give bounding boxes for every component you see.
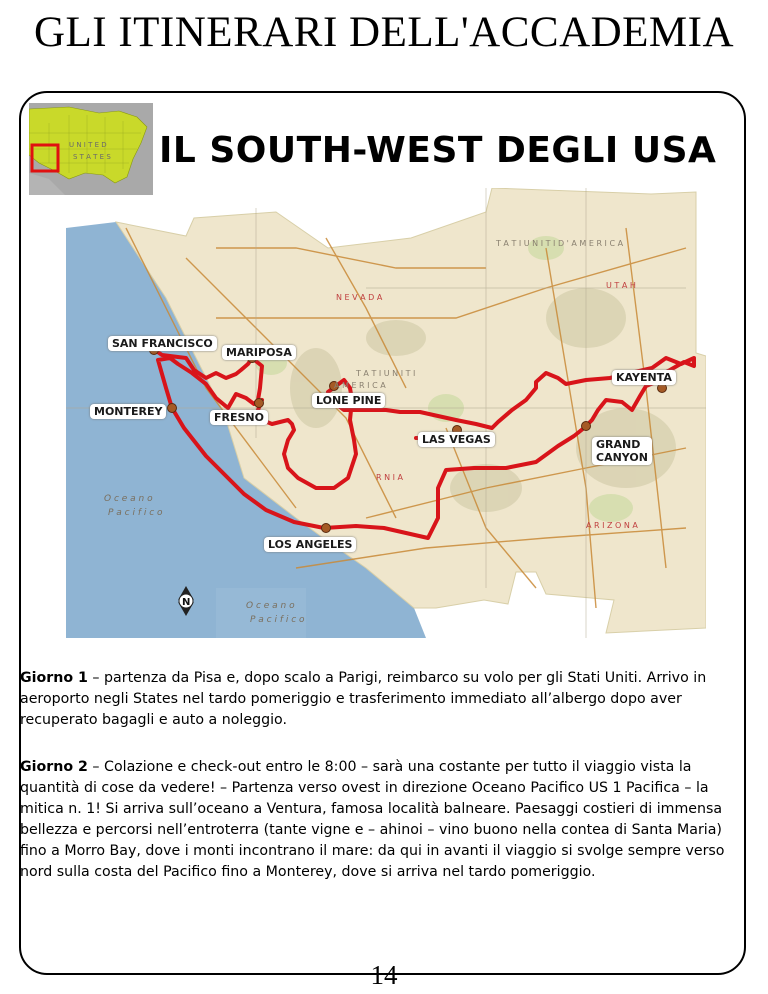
region-label: T A T I U N I T I (356, 369, 416, 378)
day-text: – partenza da Pisa e, dopo scalo a Parigi, reimbarco su volo per gli Stati Uniti. Arrivo in aeroporto negli States nel tardo pomeriggio e trasferimento immediato all’albergo dopo aver recuperato bagagli e auto a noleggio. (20, 670, 707, 728)
city-label-las-vegas: LAS VEGAS (418, 432, 495, 447)
inset-country-label: S T A T E S (73, 153, 111, 161)
region-label: U T A H (606, 281, 636, 290)
inset-country-label: U N I T E D (69, 141, 107, 149)
day-1-paragraph (20, 668, 744, 731)
day-text: – Colazione e check-out entro le 8:00 – sarà una costante per tutto il viaggio vista la quantità di cose da vedere! – Partenza verso ovest in direzione Oceano Pacifico US 1 Pacifica – la mitica n. 1! Si arriva sull’oceano a Ventura, famosa località balneare. Paesaggi costieri di immensa bellezza e percorsi nell’entroterra (tante vigne e – ahinoi – vino buono nella contea di Santa Maria) fino a Morro Bay, dove i monti incontrano il mare: da qui in avanti il viaggio si svolge sempre verso nord sulla costa del Pacifico fino a Monterey, dove si arriva nel tardo pomeriggio. (20, 759, 725, 880)
section-title: IL SOUTH-WEST DEGLI USA (159, 130, 717, 171)
region-label: P a c i f i c o (250, 615, 305, 625)
compass-north-label: N (182, 597, 191, 608)
us-locator-map (29, 103, 153, 195)
region-label: A R I Z O N A (586, 521, 638, 530)
city-dot-los-angeles (322, 524, 331, 533)
city-dot-monterey (168, 404, 177, 413)
city-label-mariposa: MARIPOSA (222, 345, 296, 360)
day-label: Giorno 2 (20, 759, 88, 775)
city-label-fresno: FRESNO (210, 410, 268, 425)
city-label-lone-pine: LONE PINE (312, 393, 385, 408)
day-label: Giorno 1 (20, 670, 88, 686)
city-label-kayenta: KAYENTA (612, 370, 676, 385)
region-label: O c e a n o (246, 601, 295, 611)
page-number: 14 (370, 960, 398, 990)
day-2-paragraph (20, 757, 744, 883)
region-label: P a c i f i c o (108, 508, 163, 518)
city-label-san-francisco: SAN FRANCISCO (108, 336, 217, 351)
page-header: GLI ITINERARI DELL'ACCADEMIA (33, 9, 735, 56)
city-dot-fresno (255, 399, 264, 408)
city-label-grand-canyon (592, 437, 652, 465)
region-label: O c e a n o (104, 494, 153, 504)
region-label: T A T I U N I T I D ' A M E R I C A (496, 239, 624, 248)
city-label-grand-canyon-line1: GRAND (596, 438, 641, 451)
city-dot-grand-canyon (582, 422, 591, 431)
region-label: A M E R I C A (334, 381, 386, 390)
region-label: R N I A (376, 473, 404, 482)
city-label-los-angeles: LOS ANGELES (264, 537, 356, 552)
city-label-monterey: MONTEREY (90, 404, 166, 419)
city-label-grand-canyon-line2: CANYON (596, 451, 648, 464)
region-label: N E V A D A (336, 293, 383, 302)
